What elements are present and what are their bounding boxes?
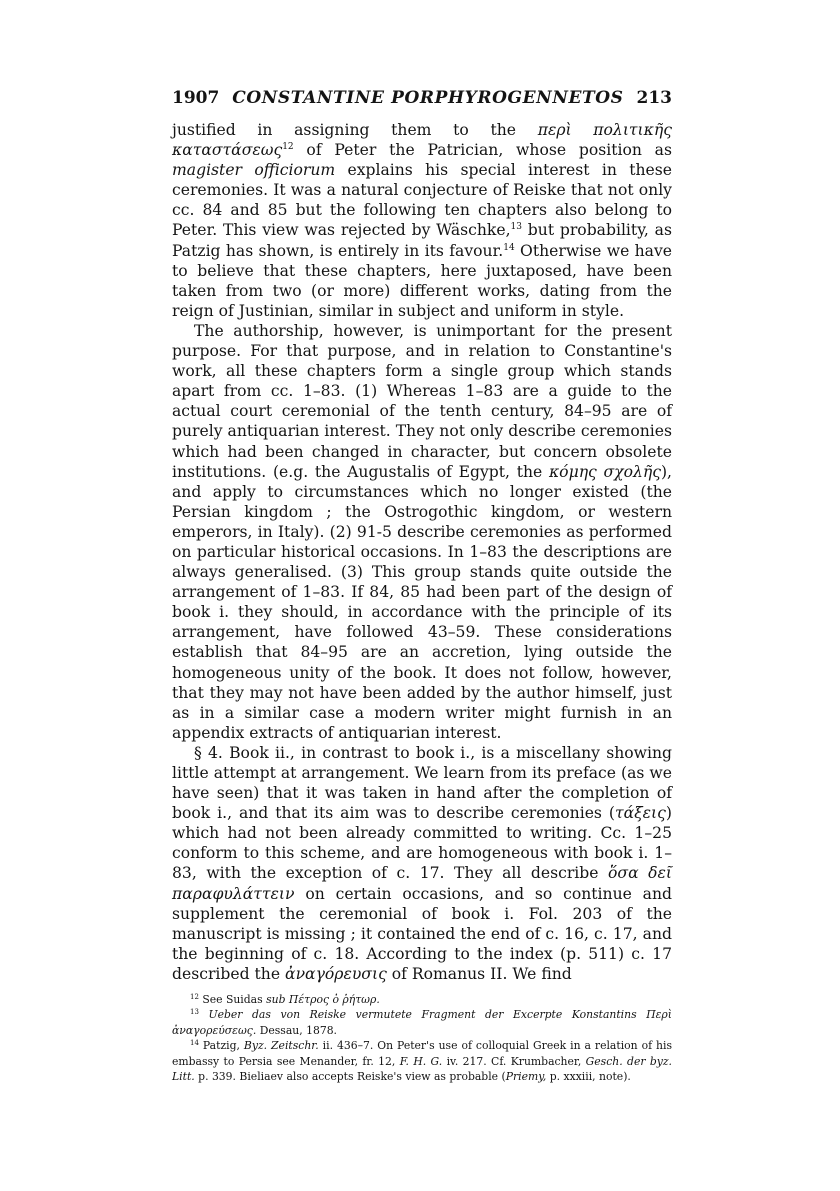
text-run: The authorship, however, is unimportant for the present purpose. For that purpose, and in relation to Constantine's work, all these chapters form a single group which stands apart from cc. 1–83. (1) Whereas 1–83 are a guide to the actual court ceremonial of the tenth century, 84–95 are of purely antiquarian interest. They not only describe ceremonies which had been changed in character, but concern obsolete institutions. (e.g. the Augustalis of Egypt, the (172, 321, 672, 481)
greek-phrase: Περὶ ἀναγορεύσεως. (172, 1008, 672, 1037)
book-page (172, 88, 672, 1084)
running-header (172, 88, 672, 112)
body-text (172, 120, 672, 984)
footnotes (172, 992, 672, 1084)
greek-phrase: ὅσα δεῖ παραφυλάττειν (172, 864, 673, 903)
footnote-number: 14 (190, 1039, 199, 1048)
text-run: ii. 436–7. On Peter's use of colloquial Greek in a relation of his embassy to Persia see Menander, fr. 12, (172, 1039, 673, 1068)
header-title: CONSTANTINE PORPHYROGENNETOS (232, 88, 624, 108)
greek-phrase: Πέτρος ὁ ῥήτωρ. (285, 993, 380, 1007)
text-run: ), and apply to circumstances which no longer existed (the Persian kingdom ; the Ostrogothic kingdom, or western emperors, in Italy). (2) 91-5 describe ceremonies as performed on particular historical occasions. In 1–83 the descriptions are always generalised. (3) This group stands quite outside the arrangement of 1–83. If 84, 85 had been part of the design of book i. they should, in accordance with the principle of its arrangement, have followed 43–59. These considerations establish that 84–95 are an accretion, lying outside the homogeneous unity of the book. It does not follow, however, that they may not have been added by the author himself, just as in a similar case a modern writer might furnish in an appendix extracts of antiquarian interest. (172, 462, 672, 742)
header-year: 1907 (172, 88, 220, 108)
greek-phrase: περὶ πολιτικῆς καταστάσεως (172, 121, 672, 160)
footnote-number: 13 (190, 1008, 199, 1017)
paragraph-1 (172, 120, 672, 321)
text-run: justified in assigning them to the (172, 121, 538, 139)
footnote-number: 12 (190, 993, 199, 1002)
text-run: ) which had not been already committed to writing. Cc. 1–25 conform to this scheme, and are homogeneous with book i. 1–83, with the exception of c. 17. They all describe (172, 804, 672, 883)
greek-phrase: τάξεις (614, 804, 666, 823)
header-page-number: 213 (636, 88, 672, 108)
text-run: of Romanus II. We find (386, 964, 572, 983)
italic-phrase: Gesch. der byz. Litt. (172, 1054, 672, 1084)
italic-phrase: Byz. Zeitschr. (243, 1039, 319, 1053)
text-run: § 4. Book ii., in contrast to book i., is a miscellany showing little attempt at arrangement. We learn from its preface (as we have seen) that it was taken in hand after the completion of book i., and that its aim was to describe ceremonies ( (172, 743, 672, 823)
italic-phrase: F. H. G. (399, 1054, 443, 1068)
text-run: p. 339. Bieliaev also accepts Reiske's view as probable ( (194, 1070, 506, 1084)
text-run: See Suidas (198, 993, 267, 1007)
greek-phrase: κόμης σχολῆς (548, 462, 661, 481)
text-run: Otherwise we have to believe that these chapters, here juxtaposed, have been taken from two (or more) different works, dating from the reign of Justinian, similar in subject and uniform in style. (172, 241, 673, 320)
text-run: but probability, as Patzig has shown, is entirely in its favour. (172, 221, 672, 260)
paragraph-3 (172, 743, 672, 984)
text-run: Dessau, 1878. (256, 1023, 337, 1037)
italic-phrase: Ueber das von Reiske vermutete Fragment der Excerpte Konstantins (198, 1008, 637, 1022)
text-run: p. xxxiii, note). (546, 1070, 631, 1084)
italic-phrase: magister officiorum (172, 161, 336, 180)
footnote-13 (172, 1007, 672, 1038)
footnote-ref-13[interactable]: 13 (510, 222, 522, 233)
footnote-ref-12[interactable]: 12 (282, 142, 294, 153)
footnote-ref-14[interactable]: 14 (503, 242, 515, 253)
italic-phrase: Priemy, (505, 1070, 547, 1084)
paragraph-2 (172, 321, 672, 743)
italic-phrase: sub (266, 993, 286, 1007)
greek-phrase: ἀναγόρευσις (285, 964, 387, 983)
footnote-14 (172, 1038, 672, 1084)
text-run: explains his special interest in these ceremonies. It was a natural conjecture of Reiske that not only cc. 84 and 85 but the following ten chapters also belong to Peter. This view was rejected by Wäschke, (172, 161, 672, 240)
text-run: on certain occasions, and so continue and supplement the ceremonial of book i. Fol. 203 of the manuscript is missing ; it contained the end of c. 16, c. 17, and the beginning of c. 18. According to the index (p. 511) c. 17 described the (172, 884, 672, 983)
footnote-12 (172, 992, 672, 1007)
text-run: of Peter the Patrician, whose position as (293, 141, 672, 160)
text-run: iv. 217. Cf. Krumbacher, (442, 1054, 586, 1068)
text-run: Patzig, (198, 1039, 244, 1053)
